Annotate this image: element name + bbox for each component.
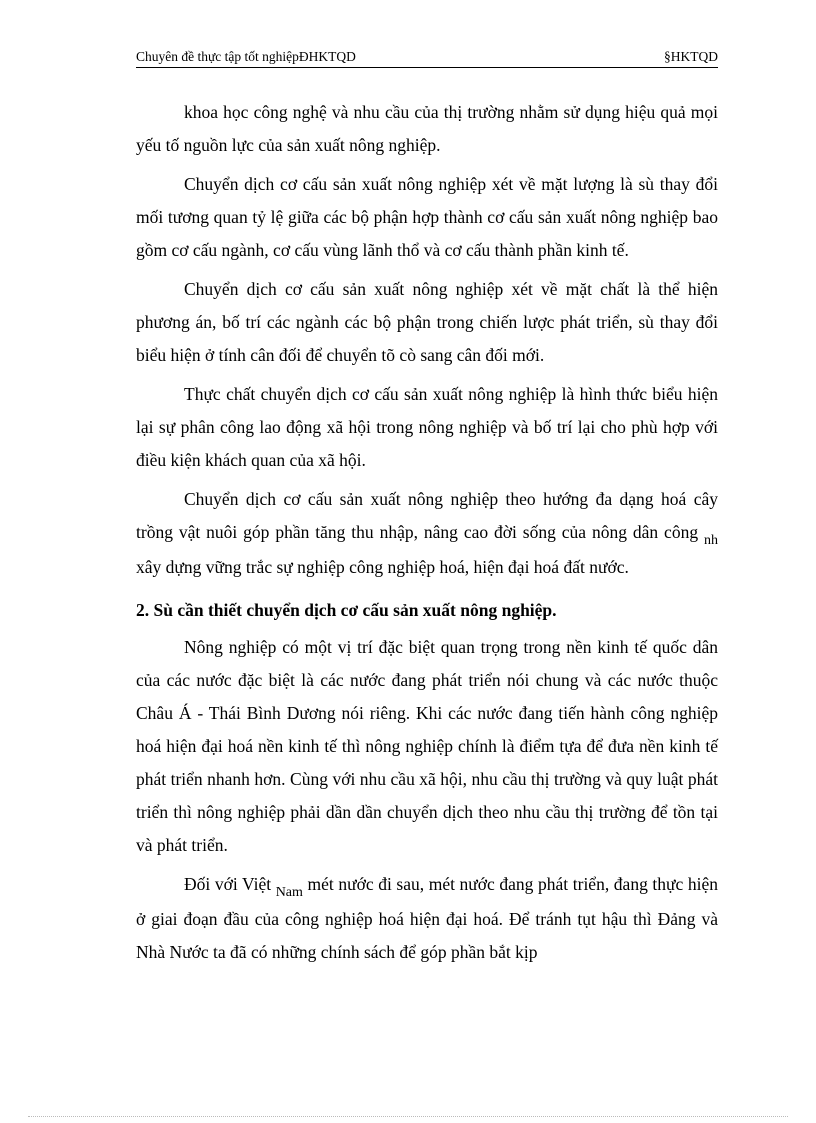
- paragraph-4: Thực chất chuyển dịch cơ cấu sản xuất nông nghiệp là hình thức biểu hiện lại sự phân công lao động xã hội trong nông nghiệp và bố trí lại cho phù hợp với điều kiện khách quan của xã hội.: [136, 384, 718, 470]
- paragraph-7-subscript: Nam: [275, 885, 303, 900]
- paragraph-7-text-a: Đối với Việt: [184, 874, 272, 894]
- paragraph-1: khoa học công nghệ và nhu cầu của thị trường nhằm sử dụng hiệu quả mọi yếu tố nguồn lực của sản xuất nông nghiệp.: [136, 102, 718, 155]
- paragraph-6: Nông nghiệp có một vị trí đặc biệt quan trọng trong nền kinh tế quốc dân của các nước đặc biệt là các nước đang phát triển nói chung và các nước thuộc Châu Á - Thái Bình Dương nói riêng. Khi các nước đang tiến hành công nghiệp hoá hiện đại hoá nền kinh tế thì nông nghiệp chính là điểm tựa để đưa nền kinh tế phát triển nhanh hơn. Cùng với nhu cầu xã hội, nhu cầu thị trường và quy luật phát triển thì nông nghiệp phải dần dần chuyển dịch theo nhu cầu thị trường để tồn tại và phát triển.: [136, 637, 718, 855]
- section-heading: 2. Sù cần thiết chuyển dịch cơ cấu sản xuất nông nghiệp.: [136, 600, 557, 620]
- document-body: [136, 96, 718, 975]
- paragraph-2: Chuyển dịch cơ cấu sản xuất nông nghiệp xét về mặt lượng là sù thay đổi mối tương quan tỷ lệ giữa các bộ phận hợp thành cơ cấu sản xuất nông nghiệp bao gồm cơ cấu ngành, cơ cấu vùng lãnh thổ và cơ cấu thành phần kinh tế.: [136, 174, 718, 260]
- paragraph-3: Chuyển dịch cơ cấu sản xuất nông nghiệp xét về mặt chất là thể hiện phương án, bố trí các ngành các bộ phận trong chiến lược phát triển, sù thay đổi biểu hiện ở tính cân đối để chuyển tõ cò sang cân đối mới.: [136, 279, 718, 365]
- paragraph-5-subscript: nh: [704, 533, 718, 548]
- paragraph-5-text-a: Chuyển dịch cơ cấu sản xuất nông nghiệp theo hướng đa dạng hoá cây trồng vật nuôi góp phần tăng thu nhập, nâng cao đời sống của nông dân công: [136, 489, 718, 542]
- paragraph-5: [136, 483, 718, 584]
- paragraph-5-text-b: xây dựng vững trắc sự nghiệp công nghiệp hoá, hiện đại hoá đất nước.: [136, 557, 629, 577]
- page-header: [136, 47, 718, 68]
- page-bottom-divider: [28, 1116, 788, 1117]
- paragraph-7-text-b: mét nước đi sau, mét nước đang phát triển, đang thực hiện ở giai đoạn đầu của công nghiệp hoá hiện đại hoá. Để tránh tụt hậu thì Đảng và Nhà Nước ta đã có những chính sách để góp phần bắt kịp: [136, 874, 719, 962]
- paragraph-7: [136, 868, 718, 969]
- header-right-text: §HKTQD: [664, 49, 718, 64]
- header-left-text: Chuyên đề thực tập tốt nghiệpĐHKTQD: [136, 49, 356, 64]
